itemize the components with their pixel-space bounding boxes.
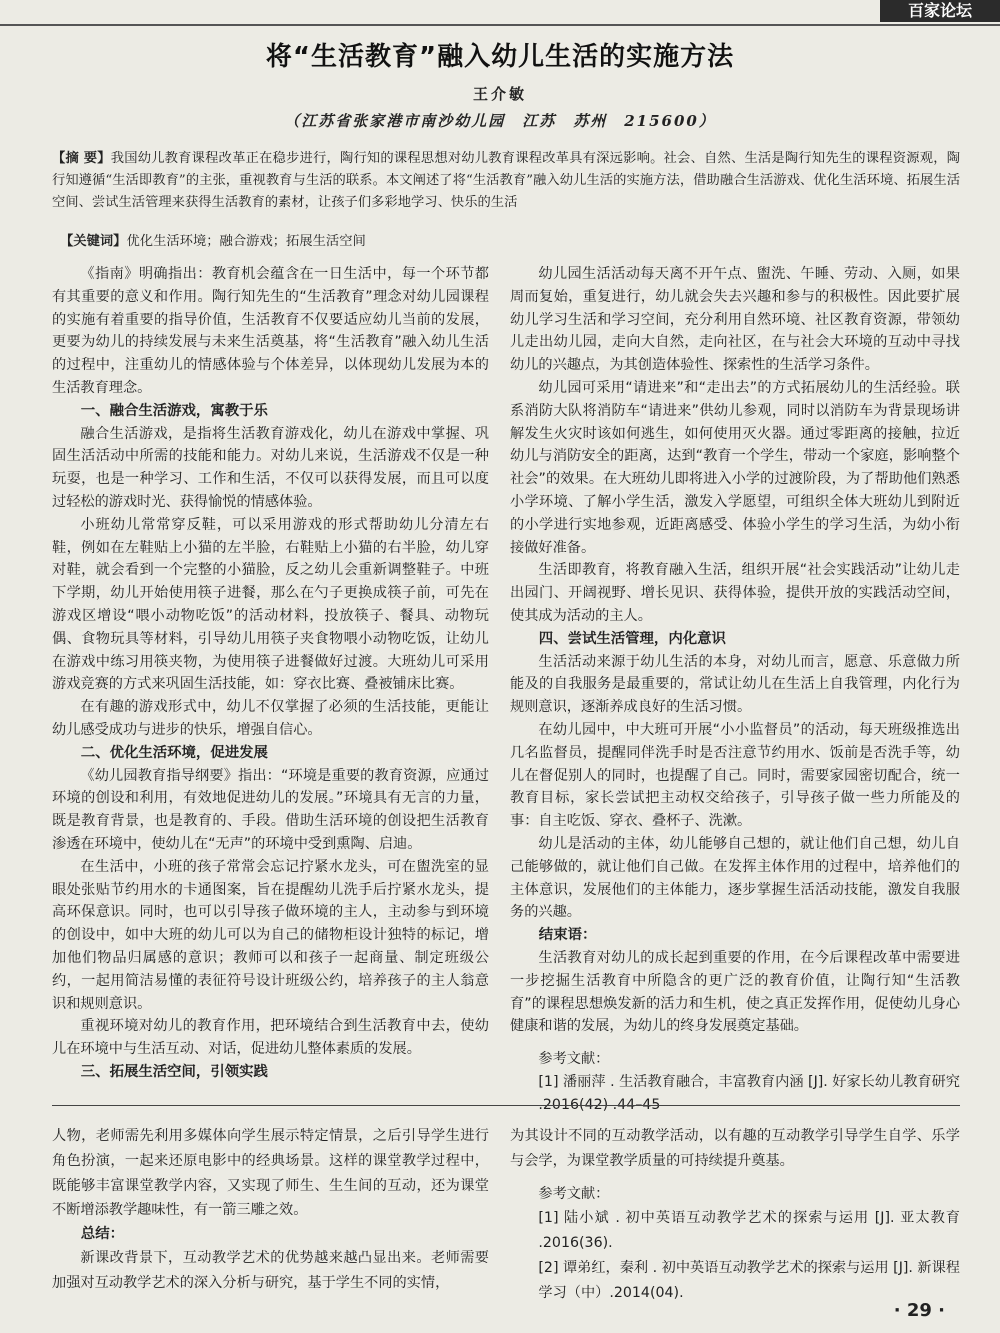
references-heading: 参考文献：: [538, 1185, 610, 1202]
section-3-heading: 三、拓展生活空间，引领实践: [80, 1063, 268, 1080]
affiliation: （江苏省张家港市南沙幼儿园 江苏 苏州 215600）: [284, 112, 716, 130]
bottom-right-column: [510, 1124, 960, 1306]
right-column: [510, 263, 960, 1116]
intro-paragraph: 《指南》明确指出：教育机会蕴含在一日生活中，每一个环节都有其重要的意义和作用。陶行知先生的“生活教育”理念对幼儿园课程的实施有着重要的指导价值，生活教育不仅要适应幼儿当前的发展，更要为幼儿的持续发展与未来生活奠基，将“生活教育”融入幼儿生活的过程中，注重幼儿的情感体验与个体差异，以体现幼儿发展为本的生活教育理念。: [52, 266, 489, 396]
left-column: [52, 263, 489, 1084]
bottom-left-column: [52, 1124, 489, 1296]
paragraph: 生活活动来源于幼儿生活的本身，对幼儿而言，愿意、乐意做力所能及的自我服务是最重要的，常试让幼儿在生活上自我管理，内化行为规则意识，逐渐养成良好的生活习惯。: [510, 653, 960, 716]
paragraph: 小班幼儿常常穿反鞋，可以采用游戏的形式帮助幼儿分清左右鞋，例如在左鞋贴上小猫的左半脸，右鞋贴上小猫的右半脸，幼儿穿对鞋，就会看到一个完整的小猫脸，反之幼儿会重新调整鞋子。中班下学期，幼儿开始使用筷子进餐，那么在勺子更换成筷子前，可先在游戏区增设“喂小动物吃饭”的活动材料，投放筷子、餐具、动物玩偶、食物玩具等材料，引导幼儿用筷子夹食物喂小动物吃饭，让幼儿在游戏中练习用筷夹物，为使用筷子进餐做好过渡。大班幼儿可采用游戏竞赛的方式来巩固生活技能，如：穿衣比赛、叠被铺床比赛。: [52, 516, 489, 693]
paragraph: 在有趣的游戏形式中，幼儿不仅掌握了必须的生活技能，更能让幼儿感受成功与进步的快乐，增强自信心。: [52, 699, 489, 738]
top-rule: [0, 24, 1000, 26]
summary-heading: 总结：: [80, 1226, 124, 1243]
paragraph: 生活即教育，将教育融入生活，组织开展“社会实践活动”让幼儿走出园门、开阔视野、增长见识、获得体验，提供开放的实践活动空间，使其成为活动的主人。: [510, 562, 960, 624]
section-4-heading: 四、尝试生活管理，内化意识: [538, 630, 726, 647]
paragraph: 幼儿是活动的主体，幼儿能够自己想的，就让他们自己想，幼儿自己能够做的，就让他们自己做。在发挥主体作用的过程中，培养他们的主体意识，发展他们的主体能力，逐步掌握生活活动技能，激发自我服务的兴趣。: [510, 835, 960, 921]
references-heading: 参考文献：: [538, 1051, 610, 1068]
paragraph: 为其设计不同的互动教学活动，以有趣的互动教学引导学生自学、乐学与会学，为课堂教学质量的可持续提升奠基。: [510, 1128, 960, 1169]
article-divider: [52, 1105, 960, 1106]
reference-item: [1] 陆小斌 . 初中英语互动教学艺术的探索与运用 [J]. 亚太教育 .2016(36).: [538, 1210, 960, 1252]
section-2-heading: 二、优化生活环境，促进发展: [80, 744, 268, 761]
reference-item: [2] 谭弟红，秦利 . 初中英语互动教学艺术的探索与运用 [J]. 新课程学习（中）.2014(04).: [538, 1259, 960, 1301]
paragraph: 人物，老师需先利用多媒体向学生展示特定情景，之后引导学生进行角色扮演，一起来还原电影中的经典场景。这样的课堂教学过程中，既能够丰富课堂教学内容，又实现了师生、生生间的互动，还为课堂不断增添教学趣味性，有一箭三雕之效。: [52, 1128, 489, 1219]
paragraph: 融合生活游戏，是指将生活教育游戏化，幼儿在游戏中掌握、巩固生活活动中所需的技能和能力。对幼儿来说，生活游戏不仅是一种玩耍，也是一种学习、工作和生活，不仅可以获得发展，而且可以度过轻松的游戏时光、获得愉悦的情感体验。: [52, 425, 489, 510]
section-1-heading: 一、融合生活游戏，寓教于乐: [80, 402, 268, 419]
reference-item: [1] 潘丽萍 . 生活教育融合，丰富教育内涵 [J]. 好家长幼儿教育研究 .2016(42) .44–45: [538, 1073, 960, 1113]
paragraph: 《幼儿园教育指导纲要》指出：“环境是重要的教育资源，应通过环境的创设和利用，有效地促进幼儿的发展。”环境具有无言的力量，既是教育背景，也是教育的、手段。借助生活环境的创设把生活教育渗透在环境中，使幼儿在“无声”的环境中受到熏陶、启迪。: [52, 767, 489, 852]
page-number: · 29 ·: [893, 1300, 945, 1321]
keywords-label: 【关键词】: [60, 234, 127, 249]
article-title: 将“生活教育”融入幼儿生活的实施方法: [265, 42, 735, 72]
conclusion-heading: 结束语：: [538, 927, 597, 944]
abstract: [52, 148, 960, 214]
author: 王介敏: [472, 85, 527, 103]
keywords-text: 优化生活环境；融合游戏；拓展生活空间: [126, 234, 366, 249]
paragraph: 生活教育对幼儿的成长起到重要的作用，在今后课程改革中需要进一步挖掘生活教育中所隐含的更广泛的教育价值，让陶行知“生活教育”的课程思想焕发新的活力和生机，使之真正发挥作用，促使幼儿身心健康和谐的发展，为幼儿的终身发展奠定基础。: [510, 949, 960, 1035]
abstract-text: 我国幼儿教育课程改革正在稳步进行，陶行知的课程思想对幼儿教育课程改革具有深远影响。社会、自然、生活是陶行知先生的课程资源观，陶行知遵循“生活即教育”的主张，重视教育与生活的联系。本文阐述了将“生活教育”融入幼儿生活的实施方法，借助融合生活游戏、优化生活环境、拓展生活空间、尝试生活管理来获得生活教育的素材，让孩子们多彩地学习、快乐的生活: [52, 151, 960, 210]
keywords: [60, 232, 960, 252]
section-tag: 百家论坛: [880, 0, 1000, 22]
paragraph: 在幼儿园中，中大班可开展“小小监督员”的活动，每天班级推选出几名监督员，提醒同伴洗手时是否注意节约用水、饭前是否洗手等，幼儿在督促别人的同时，也提醒了自己。同时，需要家园密切配合，统一教育目标，家长尝试把主动权交给孩子，引导孩子做一些力所能及的事：自主吃饭、穿衣、叠杯子、洗漱。: [510, 721, 960, 830]
paragraph: 在生活中，小班的孩子常常会忘记拧紧水龙头，可在盥洗室的显眼处张贴节约用水的卡通图案，旨在提醒幼儿洗手后拧紧水龙头，提高环保意识。同时，也可以引导孩子做环境的主人，主动参与到环境的创设中，如中大班的幼儿可以为自己的储物柜设计独特的标记，增加他们物品归属感的意识；教师可以和孩子一起商量、制定班级公约，一起用简洁易懂的表征符号设计班级公约，培养孩子的主人翁意识和规则意识。: [52, 858, 489, 1012]
paragraph: 重视环境对幼儿的教育作用，把环境结合到生活教育中去，使幼儿在环境中与生活互动、对话，促进幼儿整体素质的发展。: [52, 1018, 489, 1058]
paragraph: 幼儿园生活活动每天离不开午点、盥洗、午睡、劳动、入厕，如果周而复始，重复进行，幼儿就会失去兴趣和参与的积极性。因此要扩展幼儿学习生活和学习空间，充分利用自然环境、社区教育资源，带领幼儿走出幼儿园，走向大自然，走向社区，在与社会大环境的互动中寻找幼儿的兴趣点，为其创造体验性、探索性的生活学习条件。: [510, 266, 960, 374]
paragraph: 新课改背景下，互动教学艺术的优势越来越凸显出来。老师需要加强对互动教学艺术的深入分析与研究，基于学生不同的实情，: [52, 1249, 489, 1291]
paragraph: 幼儿园可采用“请进来”和“走出去”的方式拓展幼儿的生活经验。联系消防大队将消防车“请进来”供幼儿参观，同时以消防车为背景现场讲解发生火灾时该如何逃生，如何使用灭火器。通过零距离的接触，拉近幼儿与消防安全的距离，达到“教育一个学生，带动一个家庭，影响整个社会”的效果。在大班幼儿即将进入小学的过渡阶段，为了帮助他们熟悉小学环境、了解小学生活，激发入学愿望，可组织全体大班幼儿到附近的小学进行实地参观，近距离感受、体验小学生的学习生活，为幼小衔接做好准备。: [510, 379, 960, 556]
abstract-label: 【摘 要】: [52, 151, 111, 166]
